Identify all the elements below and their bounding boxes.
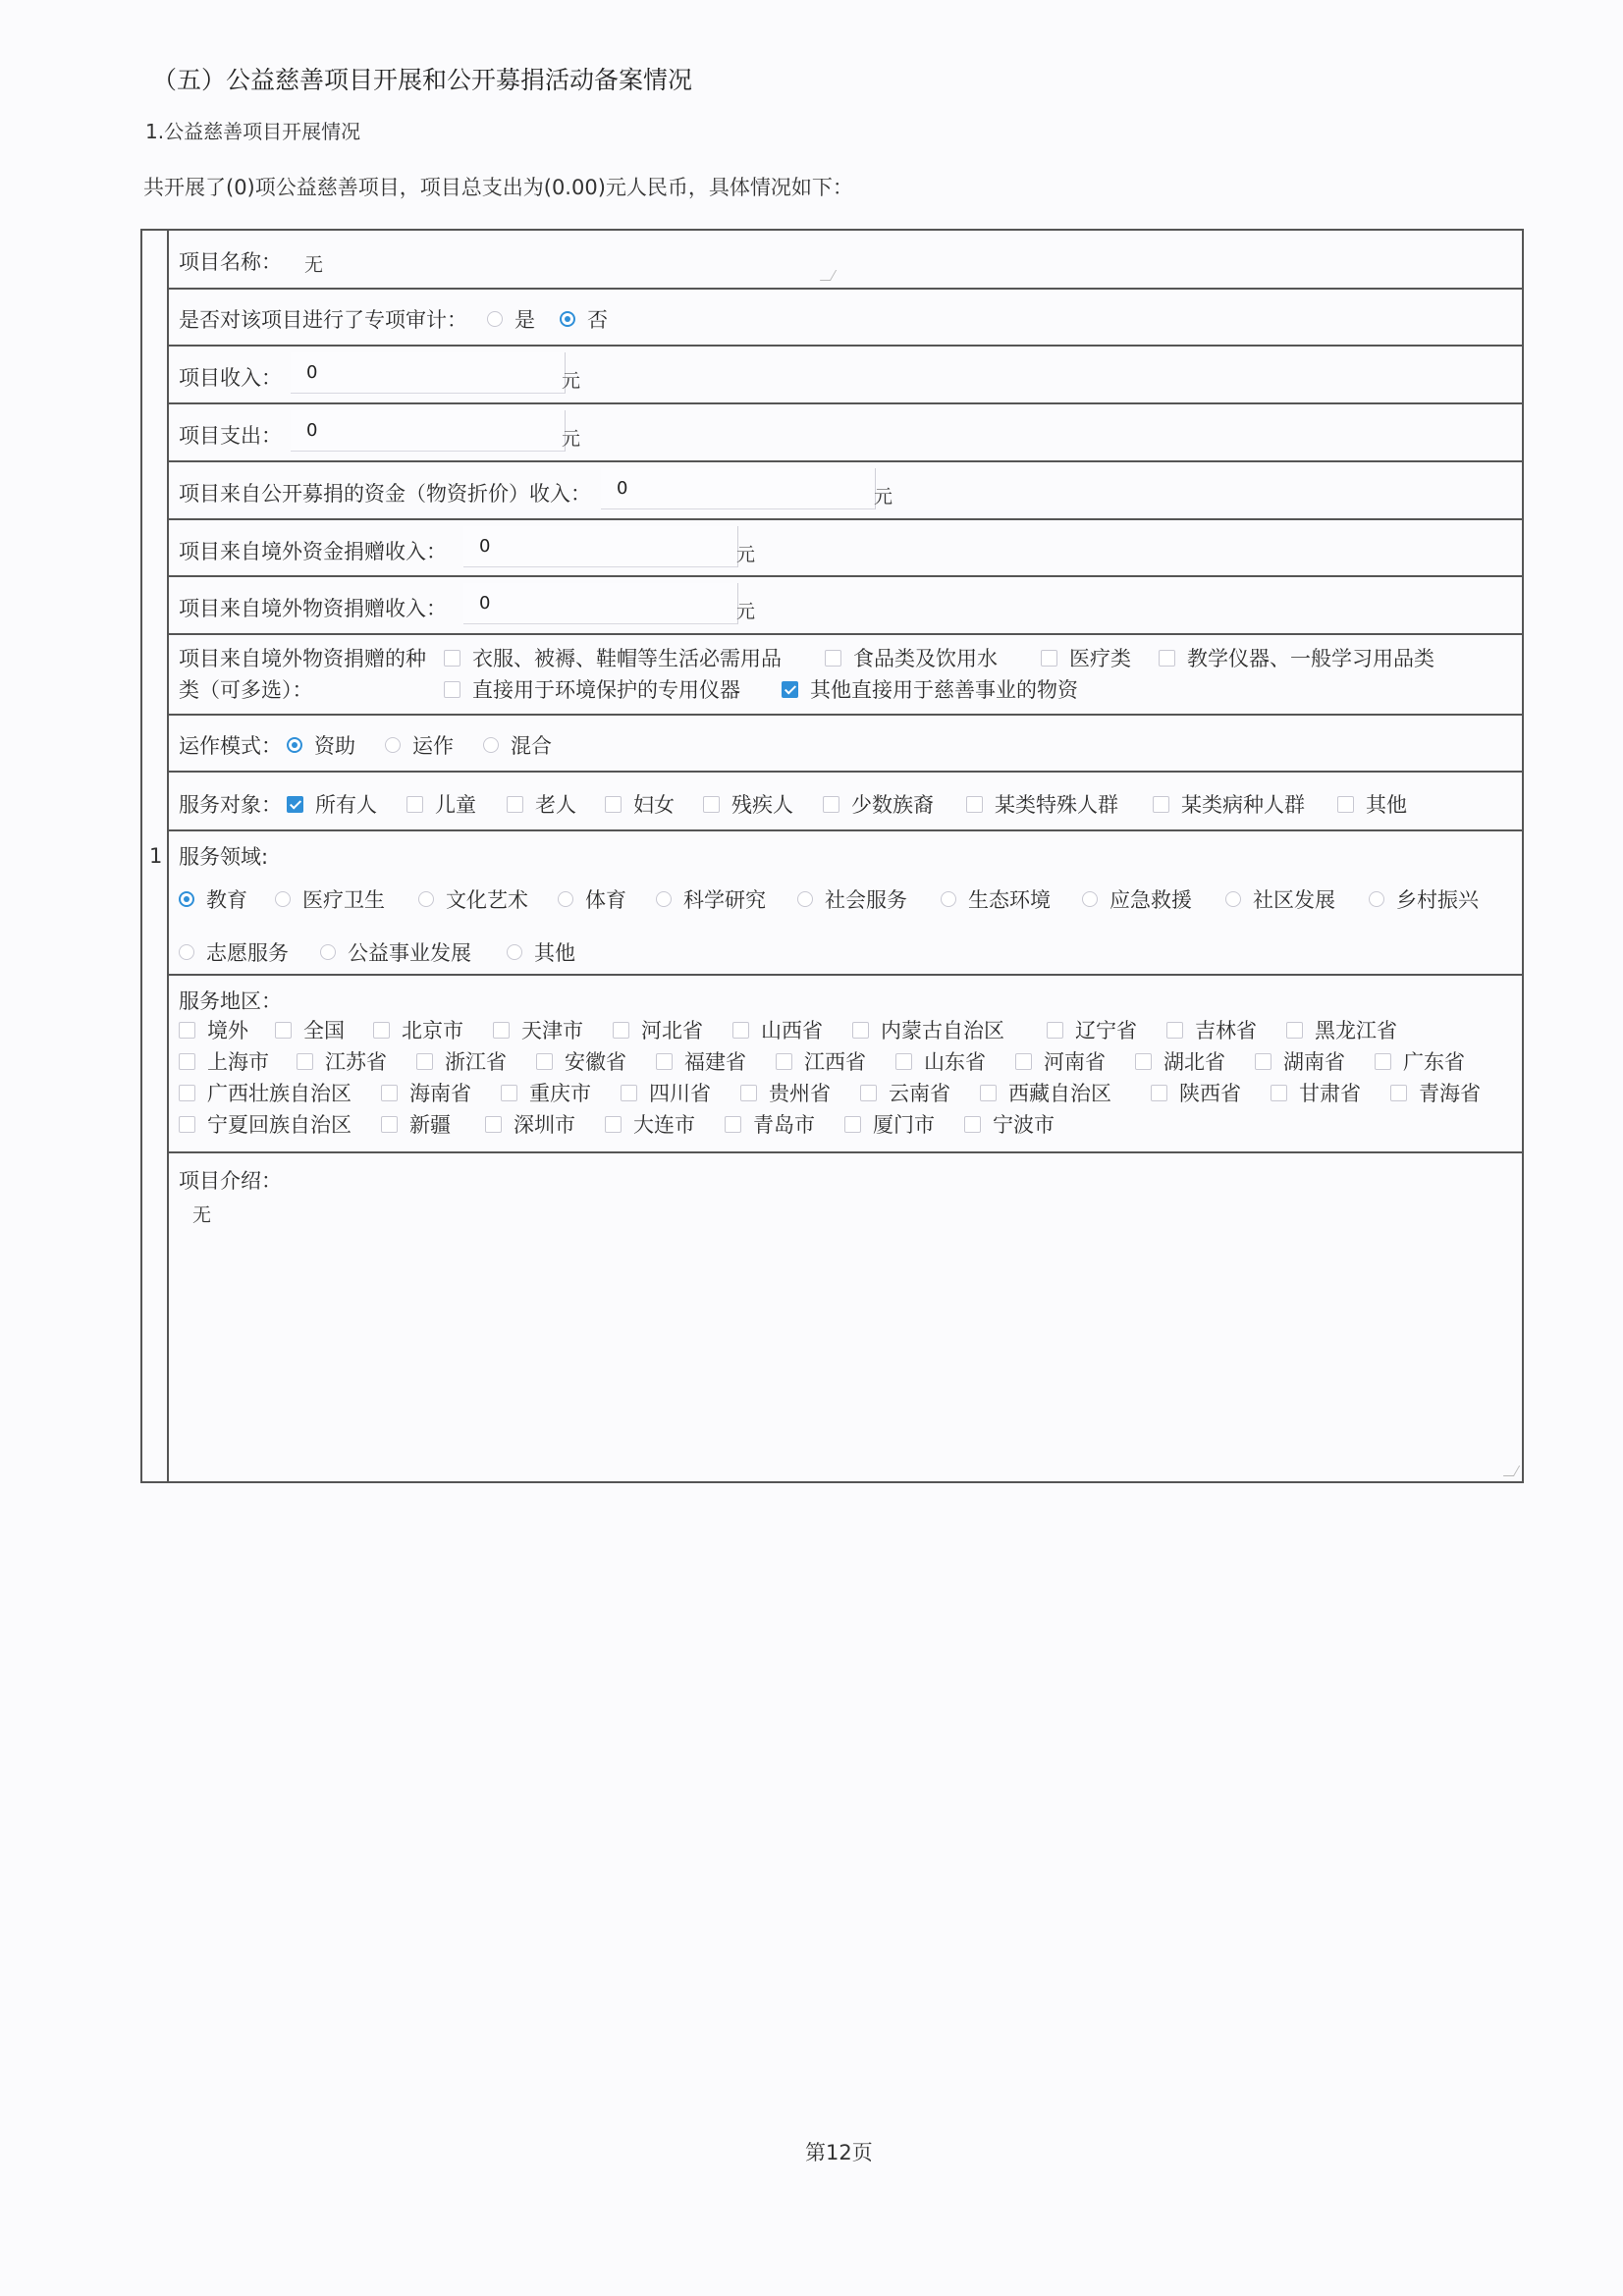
resize-handle-icon[interactable] xyxy=(820,270,837,281)
region-option[interactable] xyxy=(895,1046,986,1076)
region-label: 重庆市 xyxy=(529,1082,591,1105)
checkbox-icon[interactable] xyxy=(1390,1085,1407,1101)
region-label: 西藏自治区 xyxy=(1008,1082,1111,1105)
page-number: 第12页 xyxy=(805,2141,873,2164)
project-intro-row xyxy=(169,1153,1522,1481)
overseas-fund-value: 0 xyxy=(479,536,491,557)
region-option[interactable] xyxy=(964,1109,1055,1139)
checkbox-icon[interactable] xyxy=(895,1053,912,1070)
radio-icon[interactable] xyxy=(797,891,813,907)
expense-unit: 元 xyxy=(562,428,581,450)
service-fields-row xyxy=(169,831,1522,976)
region-option[interactable] xyxy=(485,1109,575,1139)
checkbox-icon[interactable] xyxy=(966,796,983,813)
region-option[interactable] xyxy=(179,1109,352,1139)
region-label: 大连市 xyxy=(633,1113,695,1137)
service-regions-row xyxy=(169,976,1522,1153)
radio-icon[interactable] xyxy=(1369,891,1384,907)
region-label: 黑龙江省 xyxy=(1315,1019,1397,1042)
public-fund-value: 0 xyxy=(617,478,628,499)
checkbox-icon[interactable] xyxy=(823,796,839,813)
checkbox-icon[interactable] xyxy=(444,650,460,667)
region-option[interactable] xyxy=(656,1046,746,1076)
goods-type-option[interactable] xyxy=(825,643,998,672)
mode-option-funding[interactable] xyxy=(287,730,355,760)
target-option[interactable] xyxy=(1153,789,1305,819)
checkbox-icon[interactable] xyxy=(844,1116,861,1133)
mode-option-operation[interactable] xyxy=(385,730,454,760)
radio-icon[interactable] xyxy=(179,944,194,960)
audit-option-yes[interactable] xyxy=(487,304,535,334)
project-name-row xyxy=(169,231,1522,290)
region-label: 福建省 xyxy=(684,1050,746,1074)
radio-icon[interactable] xyxy=(418,891,434,907)
radio-icon[interactable] xyxy=(941,891,956,907)
field-option[interactable] xyxy=(941,884,1051,914)
expense-row xyxy=(169,404,1522,462)
audit-row xyxy=(169,290,1522,347)
goods-type-option[interactable] xyxy=(782,674,1078,704)
checkbox-icon[interactable] xyxy=(485,1116,502,1133)
field-label: 社会服务 xyxy=(825,888,907,912)
project-name-value[interactable]: 无 xyxy=(304,254,324,276)
checkbox-icon[interactable] xyxy=(444,681,460,698)
subsection-title: 1.公益慈善项目开展情况 xyxy=(145,120,361,143)
checkbox-icon[interactable] xyxy=(964,1116,981,1133)
overseas-goods-unit: 元 xyxy=(736,601,756,622)
radio-icon[interactable] xyxy=(487,311,503,327)
radio-icon[interactable] xyxy=(656,891,672,907)
expense-input[interactable] xyxy=(291,410,566,452)
region-label: 海南省 xyxy=(409,1082,471,1105)
region-option[interactable] xyxy=(740,1078,831,1107)
target-option[interactable] xyxy=(507,789,576,819)
target-label: 儿童 xyxy=(435,793,476,817)
region-option[interactable] xyxy=(725,1109,815,1139)
checkbox-icon[interactable] xyxy=(980,1085,997,1101)
region-option[interactable] xyxy=(179,1078,352,1107)
region-option[interactable] xyxy=(1271,1078,1361,1107)
region-option[interactable] xyxy=(373,1015,463,1044)
field-label: 应急救援 xyxy=(1109,888,1192,912)
checkbox-icon[interactable] xyxy=(493,1022,510,1039)
region-label: 云南省 xyxy=(889,1082,950,1105)
overseas-fund-row xyxy=(169,520,1522,577)
checkbox-icon[interactable] xyxy=(406,796,423,813)
target-option[interactable] xyxy=(406,789,476,819)
income-row xyxy=(169,347,1522,404)
target-option[interactable] xyxy=(703,789,793,819)
checkbox-icon[interactable] xyxy=(381,1085,398,1101)
project-form xyxy=(169,231,1522,1481)
target-label: 所有人 xyxy=(315,793,377,817)
checkbox-icon[interactable] xyxy=(416,1053,433,1070)
goods-type-label: 其他直接用于慈善事业的物资 xyxy=(810,678,1078,702)
region-label: 吉林省 xyxy=(1195,1019,1257,1042)
goods-type-label: 直接用于环境保护的专用仪器 xyxy=(472,678,740,702)
region-label: 甘肃省 xyxy=(1299,1082,1361,1105)
service-fields-label: 服务领域: xyxy=(179,845,269,869)
radio-selected-icon[interactable] xyxy=(560,311,575,327)
section-title: （五）公益慈善项目开展和公开募捐活动备案情况 xyxy=(152,66,693,94)
field-option[interactable] xyxy=(179,937,289,967)
checkbox-icon[interactable] xyxy=(852,1022,869,1039)
field-option[interactable] xyxy=(179,884,247,914)
income-value: 0 xyxy=(306,362,318,383)
overseas-goods-row xyxy=(169,577,1522,635)
checkbox-icon[interactable] xyxy=(297,1053,313,1070)
checkbox-checked-icon[interactable] xyxy=(287,796,303,813)
mode-label: 运作模式： xyxy=(179,734,282,758)
region-option[interactable] xyxy=(1166,1015,1257,1044)
checkbox-icon[interactable] xyxy=(179,1053,195,1070)
checkbox-icon[interactable] xyxy=(1151,1085,1167,1101)
region-option[interactable] xyxy=(381,1109,451,1139)
service-regions-label: 服务地区： xyxy=(179,989,282,1013)
region-label: 山东省 xyxy=(924,1050,986,1074)
region-label: 河北省 xyxy=(641,1019,703,1042)
field-label: 社区发展 xyxy=(1253,888,1335,912)
overseas-goods-value: 0 xyxy=(479,593,491,614)
field-option[interactable] xyxy=(797,884,907,914)
goods-type-option[interactable] xyxy=(1159,643,1434,672)
field-label: 乡村振兴 xyxy=(1396,888,1479,912)
region-label: 陕西省 xyxy=(1179,1082,1241,1105)
radio-icon[interactable] xyxy=(275,891,291,907)
region-option[interactable] xyxy=(613,1015,703,1044)
target-label: 残疾人 xyxy=(731,793,793,817)
goods-type-label: 医疗类 xyxy=(1069,647,1131,670)
region-label: 广东省 xyxy=(1403,1050,1465,1074)
region-option[interactable] xyxy=(1135,1046,1225,1076)
field-label: 公益事业发展 xyxy=(348,941,471,965)
region-label: 青岛市 xyxy=(753,1113,815,1137)
field-label: 科学研究 xyxy=(683,888,766,912)
project-name-label: 项目名称： xyxy=(179,250,282,274)
expense-label: 项目支出： xyxy=(179,424,282,448)
mode-option-label: 资助 xyxy=(314,734,355,758)
target-option[interactable] xyxy=(605,789,675,819)
region-label: 全国 xyxy=(303,1019,345,1042)
region-label: 辽宁省 xyxy=(1075,1019,1137,1042)
checkbox-icon[interactable] xyxy=(1166,1022,1183,1039)
mode-option-label: 混合 xyxy=(511,734,552,758)
region-option[interactable] xyxy=(536,1046,626,1076)
region-label: 湖南省 xyxy=(1283,1050,1345,1074)
targets-row xyxy=(169,773,1522,831)
radio-icon[interactable] xyxy=(1082,891,1098,907)
goods-types-row xyxy=(169,635,1522,716)
region-label: 浙江省 xyxy=(445,1050,507,1074)
goods-type-label: 衣服、被褥、鞋帽等生活必需用品 xyxy=(472,647,782,670)
checkbox-icon[interactable] xyxy=(605,796,622,813)
checkbox-icon[interactable] xyxy=(1153,796,1169,813)
overseas-goods-input[interactable] xyxy=(463,583,738,624)
income-label: 项目收入： xyxy=(179,366,282,390)
checkbox-icon[interactable] xyxy=(860,1085,877,1101)
goods-type-option[interactable] xyxy=(1041,643,1131,672)
resize-handle-icon[interactable] xyxy=(1503,1466,1520,1476)
region-label: 江西省 xyxy=(804,1050,866,1074)
overseas-fund-label: 项目来自境外资金捐赠收入： xyxy=(179,540,447,563)
overseas-fund-input[interactable] xyxy=(463,526,738,567)
region-label: 江苏省 xyxy=(325,1050,387,1074)
region-label: 安徽省 xyxy=(565,1050,626,1074)
target-option[interactable] xyxy=(287,789,377,819)
region-option[interactable] xyxy=(621,1078,711,1107)
checkbox-icon[interactable] xyxy=(1041,650,1057,667)
radio-icon[interactable] xyxy=(320,944,336,960)
checkbox-icon[interactable] xyxy=(825,650,841,667)
field-option[interactable] xyxy=(1225,884,1335,914)
region-label: 宁夏回族自治区 xyxy=(207,1113,352,1137)
region-option[interactable] xyxy=(1286,1015,1397,1044)
region-option[interactable] xyxy=(1255,1046,1345,1076)
region-label: 广西壮族自治区 xyxy=(207,1082,352,1105)
row-index: 1 xyxy=(149,844,163,868)
income-unit: 元 xyxy=(562,370,581,392)
overseas-goods-label: 项目来自境外物资捐赠收入： xyxy=(179,597,447,620)
region-option[interactable] xyxy=(844,1109,935,1139)
radio-icon[interactable] xyxy=(385,737,401,753)
radio-selected-icon[interactable] xyxy=(287,737,302,753)
checkbox-icon[interactable] xyxy=(613,1022,629,1039)
region-option[interactable] xyxy=(852,1015,1004,1044)
region-option[interactable] xyxy=(501,1078,591,1107)
region-label: 宁波市 xyxy=(993,1113,1055,1137)
region-option[interactable] xyxy=(732,1015,823,1044)
region-option[interactable] xyxy=(179,1046,269,1076)
region-label: 山西省 xyxy=(761,1019,823,1042)
radio-selected-icon[interactable] xyxy=(179,891,194,907)
project-intro-value[interactable]: 无 xyxy=(192,1204,212,1226)
radio-icon[interactable] xyxy=(507,944,522,960)
checkbox-icon[interactable] xyxy=(1135,1053,1152,1070)
target-label: 少数族裔 xyxy=(851,793,934,817)
project-intro-label: 项目介绍： xyxy=(179,1169,282,1193)
audit-option-label: 是 xyxy=(514,308,535,332)
goods-types-label-line2: 类（可多选）： xyxy=(179,678,313,702)
goods-type-option[interactable] xyxy=(444,643,782,672)
checkbox-checked-icon[interactable] xyxy=(782,681,798,698)
region-label: 四川省 xyxy=(649,1082,711,1105)
expense-value: 0 xyxy=(306,420,318,441)
region-option[interactable] xyxy=(1047,1015,1137,1044)
checkbox-icon[interactable] xyxy=(536,1053,553,1070)
field-option[interactable] xyxy=(320,937,471,967)
region-label: 上海市 xyxy=(207,1050,269,1074)
field-label: 文化艺术 xyxy=(446,888,528,912)
field-option[interactable] xyxy=(418,884,528,914)
region-label: 深圳市 xyxy=(514,1113,575,1137)
checkbox-icon[interactable] xyxy=(740,1085,757,1101)
checkbox-icon[interactable] xyxy=(1047,1022,1063,1039)
goods-type-option[interactable] xyxy=(444,674,740,704)
region-label: 天津市 xyxy=(521,1019,583,1042)
radio-icon[interactable] xyxy=(558,891,573,907)
target-option[interactable] xyxy=(1337,789,1407,819)
region-option[interactable] xyxy=(1015,1046,1106,1076)
field-label: 教育 xyxy=(206,888,247,912)
checkbox-icon[interactable] xyxy=(179,1116,195,1133)
region-label: 湖北省 xyxy=(1163,1050,1225,1074)
checkbox-icon[interactable] xyxy=(373,1022,390,1039)
field-option[interactable] xyxy=(656,884,766,914)
region-option[interactable] xyxy=(416,1046,507,1076)
public-fund-row xyxy=(169,462,1522,520)
region-option[interactable] xyxy=(980,1078,1111,1107)
field-label: 医疗卫生 xyxy=(302,888,385,912)
checkbox-icon[interactable] xyxy=(725,1116,741,1133)
region-label: 内蒙古自治区 xyxy=(881,1019,1004,1042)
checkbox-icon[interactable] xyxy=(1286,1022,1303,1039)
checkbox-icon[interactable] xyxy=(507,796,523,813)
field-label: 其他 xyxy=(534,941,575,965)
checkbox-icon[interactable] xyxy=(1159,650,1175,667)
region-option[interactable] xyxy=(1390,1078,1481,1107)
region-option[interactable] xyxy=(1151,1078,1241,1107)
checkbox-icon[interactable] xyxy=(1271,1085,1287,1101)
audit-option-no[interactable] xyxy=(560,304,608,334)
targets-label: 服务对象： xyxy=(179,793,282,817)
summary-text: 共开展了(0)项公益慈善项目，项目总支出为(0.00)元人民币，具体情况如下： xyxy=(143,176,853,199)
region-option[interactable] xyxy=(381,1078,471,1107)
checkbox-icon[interactable] xyxy=(732,1022,749,1039)
region-label: 厦门市 xyxy=(873,1113,935,1137)
target-label: 老人 xyxy=(535,793,576,817)
field-label: 体育 xyxy=(585,888,626,912)
checkbox-icon[interactable] xyxy=(1375,1053,1391,1070)
public-fund-unit: 元 xyxy=(874,486,893,507)
region-option[interactable] xyxy=(297,1046,387,1076)
checkbox-icon[interactable] xyxy=(1337,796,1354,813)
checkbox-icon[interactable] xyxy=(605,1116,622,1133)
overseas-fund-unit: 元 xyxy=(736,544,756,565)
region-option[interactable] xyxy=(179,1015,248,1044)
target-label: 某类特殊人群 xyxy=(995,793,1118,817)
checkbox-icon[interactable] xyxy=(501,1085,517,1101)
checkbox-icon[interactable] xyxy=(776,1053,792,1070)
mode-option-label: 运作 xyxy=(412,734,454,758)
field-option[interactable] xyxy=(275,884,385,914)
region-label: 青海省 xyxy=(1419,1082,1481,1105)
region-option[interactable] xyxy=(275,1015,345,1044)
mode-row xyxy=(169,716,1522,773)
region-option[interactable] xyxy=(605,1109,695,1139)
field-label: 志愿服务 xyxy=(206,941,289,965)
region-option[interactable] xyxy=(1375,1046,1465,1076)
audit-label: 是否对该项目进行了专项审计： xyxy=(179,308,467,332)
checkbox-icon[interactable] xyxy=(656,1053,673,1070)
checkbox-icon[interactable] xyxy=(179,1085,195,1101)
radio-icon[interactable] xyxy=(483,737,499,753)
region-label: 新疆 xyxy=(409,1113,451,1137)
public-fund-label: 项目来自公开募捐的资金（物资折价）收入： xyxy=(179,482,591,506)
field-option[interactable] xyxy=(1082,884,1192,914)
target-option[interactable] xyxy=(966,789,1118,819)
audit-option-label: 否 xyxy=(587,308,608,332)
goods-types-label-line1: 项目来自境外物资捐赠的种 xyxy=(179,647,426,670)
field-option[interactable] xyxy=(507,937,575,967)
checkbox-icon[interactable] xyxy=(703,796,720,813)
field-option[interactable] xyxy=(558,884,626,914)
goods-type-label: 教学仪器、一般学习用品类 xyxy=(1187,647,1434,670)
target-option[interactable] xyxy=(823,789,934,819)
goods-type-label: 食品类及饮用水 xyxy=(853,647,998,670)
radio-icon[interactable] xyxy=(1225,891,1241,907)
checkbox-icon[interactable] xyxy=(1015,1053,1032,1070)
field-option[interactable] xyxy=(1369,884,1479,914)
region-label: 境外 xyxy=(207,1019,248,1042)
region-label: 北京市 xyxy=(402,1019,463,1042)
income-input[interactable] xyxy=(291,352,566,394)
public-fund-input[interactable] xyxy=(601,468,876,509)
region-label: 贵州省 xyxy=(769,1082,831,1105)
region-option[interactable] xyxy=(776,1046,866,1076)
checkbox-icon[interactable] xyxy=(621,1085,637,1101)
checkbox-icon[interactable] xyxy=(179,1022,195,1039)
mode-option-mixed[interactable] xyxy=(483,730,552,760)
target-label: 某类病种人群 xyxy=(1181,793,1305,817)
region-label: 河南省 xyxy=(1044,1050,1106,1074)
checkbox-icon[interactable] xyxy=(275,1022,292,1039)
region-option[interactable] xyxy=(860,1078,950,1107)
target-label: 其他 xyxy=(1366,793,1407,817)
target-label: 妇女 xyxy=(633,793,675,817)
region-option[interactable] xyxy=(493,1015,583,1044)
checkbox-icon[interactable] xyxy=(381,1116,398,1133)
field-label: 生态环境 xyxy=(968,888,1051,912)
checkbox-icon[interactable] xyxy=(1255,1053,1271,1070)
